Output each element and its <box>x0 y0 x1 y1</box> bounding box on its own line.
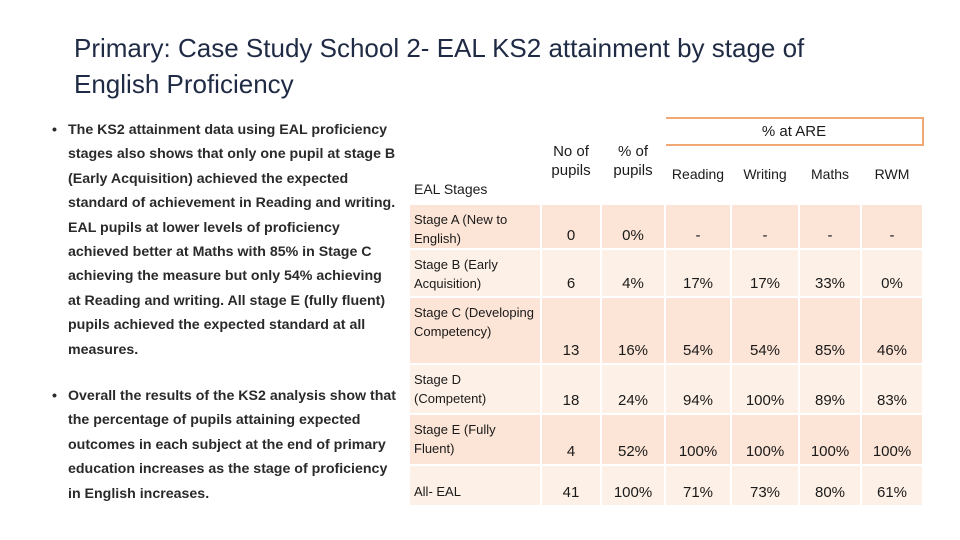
stage-cell: All- EAL <box>409 465 541 506</box>
header-writing: Writing <box>731 145 799 203</box>
no-pupils-cell: 6 <box>541 249 601 297</box>
writing-cell: - <box>731 204 799 249</box>
table-row <box>409 465 923 506</box>
maths-cell: 100% <box>799 414 861 464</box>
pct-pupils-cell: 16% <box>601 297 665 364</box>
writing-cell: 100% <box>731 414 799 464</box>
pct-pupils-cell: 0% <box>601 204 665 249</box>
table-row <box>409 204 923 249</box>
no-pupils-cell: 13 <box>541 297 601 364</box>
table-row <box>409 414 923 464</box>
header-eal-stages: EAL Stages <box>409 118 541 204</box>
rwm-cell: 46% <box>861 297 923 364</box>
stage-cell: Stage B (Early Acquisition) <box>409 249 541 297</box>
writing-cell: 73% <box>731 465 799 506</box>
maths-cell: - <box>799 204 861 249</box>
reading-cell: 54% <box>665 297 731 364</box>
pct-pupils-cell: 24% <box>601 364 665 414</box>
header-pct-pupils: % of pupils <box>601 118 665 204</box>
no-pupils-cell: 4 <box>541 414 601 464</box>
stage-cell: Stage C (Developing Competency) <box>409 297 541 364</box>
maths-cell: 85% <box>799 297 861 364</box>
no-pupils-cell: 0 <box>541 204 601 249</box>
writing-cell: 54% <box>731 297 799 364</box>
header-rwm: RWM <box>861 145 923 203</box>
stage-cell: Stage D (Competent) <box>409 364 541 414</box>
header-maths: Maths <box>799 145 861 203</box>
reading-cell: 71% <box>665 465 731 506</box>
no-pupils-cell: 41 <box>541 465 601 506</box>
bullet-item: • The KS2 attainment data using EAL proficiency stages also shows that only one pupil at stage B (Early Acquisition) achieved the expected standard of achievement in Reading and writing. EAL pupils at lower levels of proficiency achieved better at Maths with 85% in Stage C achieving the measure but only 54% achieving at Reading and writing. All stage E (fully fluent) pupils achieved the expected standard at all measures. <box>34 118 398 362</box>
slide-title: Primary: Case Study School 2- EAL KS2 attainment by stage of English Proficiency <box>74 33 805 99</box>
stage-cell: Stage A (New to English) <box>409 204 541 249</box>
header-pct-at-are: % at ARE <box>665 118 923 145</box>
reading-cell: - <box>665 204 731 249</box>
rwm-cell: - <box>861 204 923 249</box>
rwm-cell: 0% <box>861 249 923 297</box>
maths-cell: 33% <box>799 249 861 297</box>
table-row <box>409 249 923 297</box>
writing-cell: 17% <box>731 249 799 297</box>
header-row-group <box>409 118 923 145</box>
maths-cell: 80% <box>799 465 861 506</box>
maths-cell: 89% <box>799 364 861 414</box>
reading-cell: 17% <box>665 249 731 297</box>
stage-cell: Stage E (Fully Fluent) <box>409 414 541 464</box>
header-reading: Reading <box>665 145 731 203</box>
header-no-pupils: No of pupils <box>541 118 601 204</box>
table-row <box>409 364 923 414</box>
no-pupils-cell: 18 <box>541 364 601 414</box>
pct-pupils-cell: 100% <box>601 465 665 506</box>
rwm-cell: 61% <box>861 465 923 506</box>
writing-cell: 100% <box>731 364 799 414</box>
pct-pupils-cell: 52% <box>601 414 665 464</box>
rwm-cell: 100% <box>861 414 923 464</box>
rwm-cell: 83% <box>861 364 923 414</box>
bullet-item: • Overall the results of the KS2 analysis show that the percentage of pupils attaining expected outcomes in each subject at the end of primary education increases as the stage of proficiency in English increases. <box>34 384 398 506</box>
attainment-table <box>408 117 924 507</box>
reading-cell: 100% <box>665 414 731 464</box>
table-row <box>409 297 923 364</box>
bullet-list <box>34 118 398 506</box>
pct-pupils-cell: 4% <box>601 249 665 297</box>
reading-cell: 94% <box>665 364 731 414</box>
